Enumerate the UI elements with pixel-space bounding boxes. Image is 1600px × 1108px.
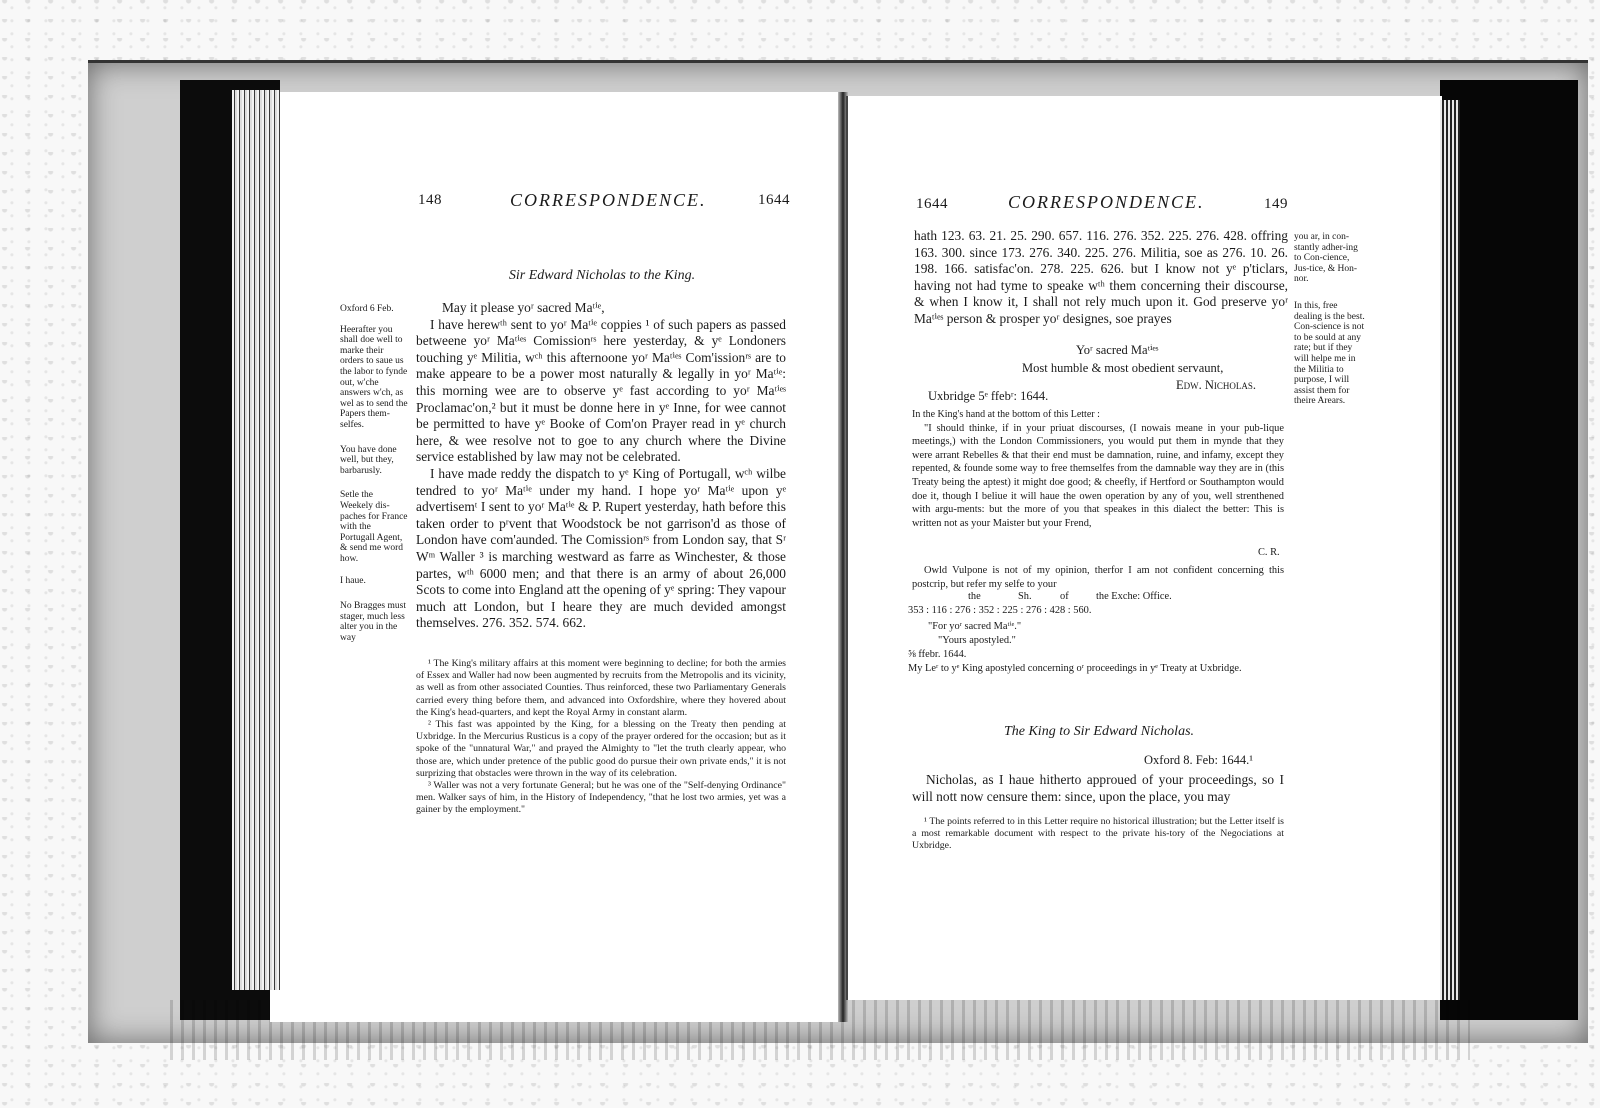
letter-continuation: hath 123. 63. 21. 25. 290. 657. 116. 276. 352. 225. 276. 428. offring 163. 300. since 173. 276. 340. 225. 276. Militia, soe as 276. 10. 26. 198. 166. satisfac'on. 278. 225. 626. but I know not yᵉ p'ticlars, having not had tyme to speake wᵗʰ them concerning their discourse, & when I know it, I shall not rely much upon it. God preserve yoʳ Maᵗⁱᵉˢ person & prosper yoʳ designes, soe prayes: [914, 228, 1288, 326]
kings-note-intro: In the King's hand at the bottom of this Letter :: [912, 409, 1100, 420]
marginal-note-date: Oxford 6 Feb.: [340, 304, 394, 314]
right-marginal-notes: [1294, 232, 1366, 415]
endorsement-line: "For yoʳ sacred Maᵗⁱᵉ.": [928, 621, 1022, 632]
marginal-note: you ar, in con-stantly adher-ing to Con-cience, Jus-tice, & Hon-nor.: [1294, 232, 1358, 285]
right-letter-continuation: [914, 228, 1288, 328]
page-edges-right: [1440, 100, 1460, 1000]
right-section-title: The King to Sir Edward Nicholas.: [1003, 724, 1195, 739]
right-running-year: 1644: [916, 196, 948, 212]
letter-dateline: Uxbridge 5ᵉ ffebʳ: 1644.: [928, 389, 1049, 403]
endorsement-note: My Leʳ to yᵉ King apostyled concerning oʳ proceedings in yᵉ Treaty at Uxbridge.: [908, 663, 1242, 674]
cipher-word: Sh.: [1018, 591, 1032, 602]
left-running-year: 1644: [758, 192, 790, 208]
marginal-note: You have done well, but they, barbarusly.: [340, 444, 397, 476]
left-page: [270, 92, 841, 1022]
letter-salutation: May it please yoʳ sacred Maᵗⁱᵉ,: [442, 300, 605, 315]
marginal-note: In this, free dealing is the best. Con-science is not to be sould at any rate; but if they will helpe me in the Militia to purpose, I will assist them for theire Arears.: [1294, 300, 1365, 407]
page-edges-left: [232, 90, 280, 990]
footnote: ¹ The points referred to in this Letter require no historical illustration; but the Letter itself is a most remarkable document with respect to the private his-tory of the Negociations at Uxbridge.: [912, 816, 1284, 852]
postscript-block: [912, 564, 1284, 591]
kings-note-block: [912, 408, 1284, 530]
closing-line-1: Yoʳ sacred Maᵗⁱᵉˢ: [1076, 343, 1159, 357]
section2-paragraph: Nicholas, as I haue hitherto approued of your proceedings, so I will nott now censure them: since, upon the place, you may: [912, 772, 1284, 804]
section2-dateline: Oxford 8. Feb: 1644.¹: [1144, 753, 1253, 767]
endorsement-date: ⅝ ffebr. 1644.: [908, 649, 967, 660]
cipher-numbers: 353 : 116 : 276 : 352 : 225 : 276 : 428 : 560.: [908, 605, 1092, 616]
endorsement-line: "Yours apostyled.": [938, 635, 1016, 646]
footnote: ³ Waller was not a very fortunate General; but he was one of the "Self-denying Ordinance" men. Walker says of him, in the History of Independency, "that he lost two armies, yet was a gainer by the employment.": [416, 780, 786, 816]
marginal-note: Setle the Weekely dis-paches for France with the Portugall Agent, & send me word how.: [340, 490, 408, 564]
cipher-word: the: [968, 591, 981, 602]
closing-line-2: Most humble & most obedient servaunt,: [1022, 361, 1224, 375]
postscript-text: Owld Vulpone is not of my opinion, therfor I am not confident concerning this postcrip, but refer my selfe to your: [912, 565, 1284, 590]
left-running-title: CORRESPONDENCE.: [510, 190, 707, 210]
left-letter-body: [416, 300, 786, 632]
right-page: [846, 96, 1442, 1000]
left-page-number: 148: [418, 192, 442, 208]
marginal-note: Heerafter you shall doe well to marke their orders to saue us the labor to fynde out, w'che answers w'ch, as wel as to send the Papers them-selfes.: [340, 324, 408, 430]
cipher-word: the Exche: Office.: [1096, 591, 1172, 602]
letter-paragraph: I have herewᵗʰ sent to yoʳ Maᵗⁱᵉ coppies ¹ of such papers as passed betweene yoʳ Maᵗⁱᵉˢ Comissionʳˢ here yesterday, & yᵉ Londoners touching yᵉ Militia, wᶜʰ this afternoone yoʳ Maᵗⁱᵉˢ Com'issionʳˢ are to make appeare to be a power most naturally & legally in yoʳ Maᵗⁱᵉ: this morning wee are to observe yᵉ fast according to yoʳ Maᵗⁱᵉˢ Proclamac'on,² but it must be donne here in yᵉ Inne, for wee cannot be permitted to have yᵉ Booke of Com'on Prayer read in yᵉ church here, & wee resolve not to goe to any church where the Divine service established by law may not be celebrated.: [416, 316, 786, 465]
right-footnotes: [912, 816, 1284, 853]
left-marginal-notes: [340, 304, 408, 651]
letter-paragraph: I have made reddy the dispatch to yᵉ King of Portugall, wᶜʰ wilbe tendred to yoʳ Maᵗⁱᵉ under my hand. I hope yoʳ Maᵗⁱᵉ upon yᵉ advertisemᵗ I sent to yoʳ Maᵗⁱᵉ & P. Rupert yesterday, hath before this taken order to pʳvent that Woodstock be not garrison'd as those of London have com'aunded. The Comissionʳˢ from London say, that Sʳ Wᵐ Waller ³ is marching westward as farre as Winchester, & those partes, wᵗʰ 6000 men; and that there is an army of about 26,000 Scots to come into England att the opening of yᵉ spring: They vapour much att London, but I heare they are much devided amongst themselves. 276. 352. 574. 662.: [416, 465, 786, 631]
right-running-title: CORRESPONDENCE.: [1008, 192, 1205, 212]
book-right-binding: [1440, 80, 1578, 1020]
kings-note-text: "I should thinke, if in your priuat discourses, (I nowais meane in your pub-lique meetings,) with the London Commissioners, you would put them in mynde that they were arrant Rebelles & that their end must be damnation, ruine, and infamy, except they repented, & founde some way to free themselfes from the damnable way they are in (this Treaty being the aptest) it might doe good; & cheefly, if Hertford or Southampton would doe it, though I beliue it will haue the owen operation by any of you, well strenthened with argu-ments: but the more of you that speakes in this dialect the better: This is written not as your Maister but your Frend,: [912, 422, 1284, 529]
right-page-number: 149: [1264, 196, 1288, 212]
marginal-note: I haue.: [340, 576, 366, 587]
footnote: ² This fast was appointed by the King, for a blessing on the Treaty then pending at Uxbridge. In the Mercurius Rusticus is a copy of the prayer ordered for the occasion; but as it spoke of the "unnatural War," and prayed the Almighty to "let the truth clearly appear, who those are, which under pretence of the public good do pursue their own private ends," it is not surprizing that obstacles were thrown in the way of its celebration.: [416, 719, 786, 779]
marginal-note: No Bragges must stager, much less alter you in the way: [340, 601, 406, 643]
left-section-title: Sir Edward Nicholas to the King.: [508, 268, 696, 283]
cipher-word: of: [1060, 591, 1069, 602]
letter-signature: Edw. Nicholas.: [1176, 378, 1257, 392]
footnote: ¹ The King's military affairs at this moment were beginning to decline; for both the armies of Essex and Waller had now been augmented by recruits from the Metropolis and its vicinity, as well as from other associated Counties. Thus reinforced, these two Parliamentary Generals carried every thing before them, and advanced into Oxfordshire, where they hovered about the King's head-quarters, and kept the Royal Army in constant alarm.: [416, 658, 786, 718]
section2-body: [912, 772, 1284, 805]
kings-initials: C. R.: [1258, 547, 1280, 558]
left-footnotes: [416, 658, 786, 817]
